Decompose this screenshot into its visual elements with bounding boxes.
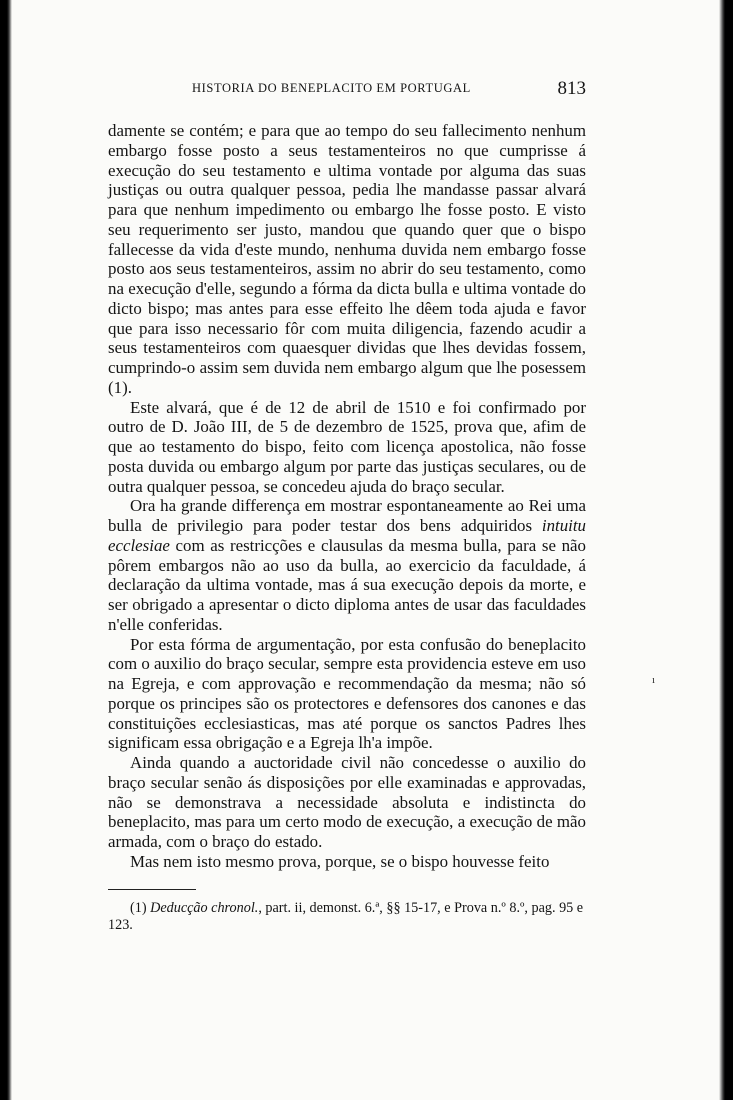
scan-edge-right [719,0,733,1100]
paragraph-5: Ainda quando a auctoridade civil não concedesse o auxilio do braço secular senão ás disposições por elle examinadas e approvadas, não se demonstrava a necessidade absoluta e indistincta do beneplacito, mas para um certo modo de execução, a execução de mão armada, com o braço do estado. [108,753,586,851]
paragraph-4: Por esta fórma de argumentação, por esta confusão do beneplacito com o auxilio do braço secular, sempre esta providencia esteve em uso na Egreja, e com approvação e recommendação da mesma; não só porque os principes são os protectores e defensores dos canones e das constituições ecclesiasticas, mas até porque os sanctos Padres lhes significam essa obrigação e a Egreja lh'a impõe. [108,634,586,753]
scan-edge-left [0,0,12,1100]
running-title: HISTORIA DO BENEPLACITO EM PORTUGAL [192,81,471,95]
footnote-divider [108,889,196,890]
margin-mark: ı [652,674,656,686]
paragraph-2: Este alvará, que é de 12 de abril de 1510 e foi confirmado por outro de D. João III, de 5 de dezembro de 1525, prova que, afim de que ao testamento do bispo, feito com licença apostolica, não fosse posta duvida ou embargo algum por parte das justiças seculares, ou de outra qualquer pessoa, se concedeu ajuda do braço secular. [108,397,586,496]
footnote-title: Deducção chronol. [150,900,259,916]
paragraph-3-start: Ora ha grande differença em mostrar espontaneamente ao Rei uma bulla de privilegio para poder testar dos bens adquiridos [108,496,586,535]
main-text [108,121,586,872]
page-number: 813 [557,78,586,99]
footnote [108,900,586,934]
paragraph-1: damente se contém; e para que ao tempo do seu fallecimento nenhum embargo fosse posto a seus testamenteiros no que cumprisse á execução do seu testamento e ultima vontade por alguma das suas justiças ou outra qualquer pessoa, pedia lhe mandasse passar alvará para que nenhum impedimento ou embargo lhe fosse posto. E visto seu requerimento ser justo, mandou que quando quer que o bispo fallecesse da vida d'este mundo, nenhuma duvida nem embargo fosse posto aos seus testamenteiros, assim no abrir do seu testamento, como na execução d'elle, segundo a fórma da dicta bulla e ultima vontade do dicto bispo; mas antes para esse effeito lhe dêem toda ajuda e favor que para isso necessario fôr com muita diligencia, fazendo acudir a seus testamenteiros com quaesquer dividas que lhes devidas fossem, cumprindo-o assim sem duvida nem embargo algum que lhe posessem (1). [108,121,586,397]
footnote-citation: , part. ii, demonst. 6.ª, §§ 15-17, e Prova n.º 8.º, pag. 95 e 123. [108,900,584,933]
paragraph-3-end: com as restricções e clausulas da mesma bulla, para se não pôrem embargos não ao uso da bulla, ao exercicio da faculdade, á declaração da ultima vontade, mas á sua execução depois da morte, e ser obrigado a apresentar o dicto diploma antes de usar das faculdades n'elle conferidas. [108,535,586,634]
paragraph-3 [108,496,586,634]
page-header [108,78,586,104]
paragraph-6: Mas nem isto mesmo prova, porque, se o bispo houvesse feito [130,851,550,871]
latin-phrase: intuitu ecclesiae [108,516,586,555]
footnote-marker: (1) [130,900,147,916]
